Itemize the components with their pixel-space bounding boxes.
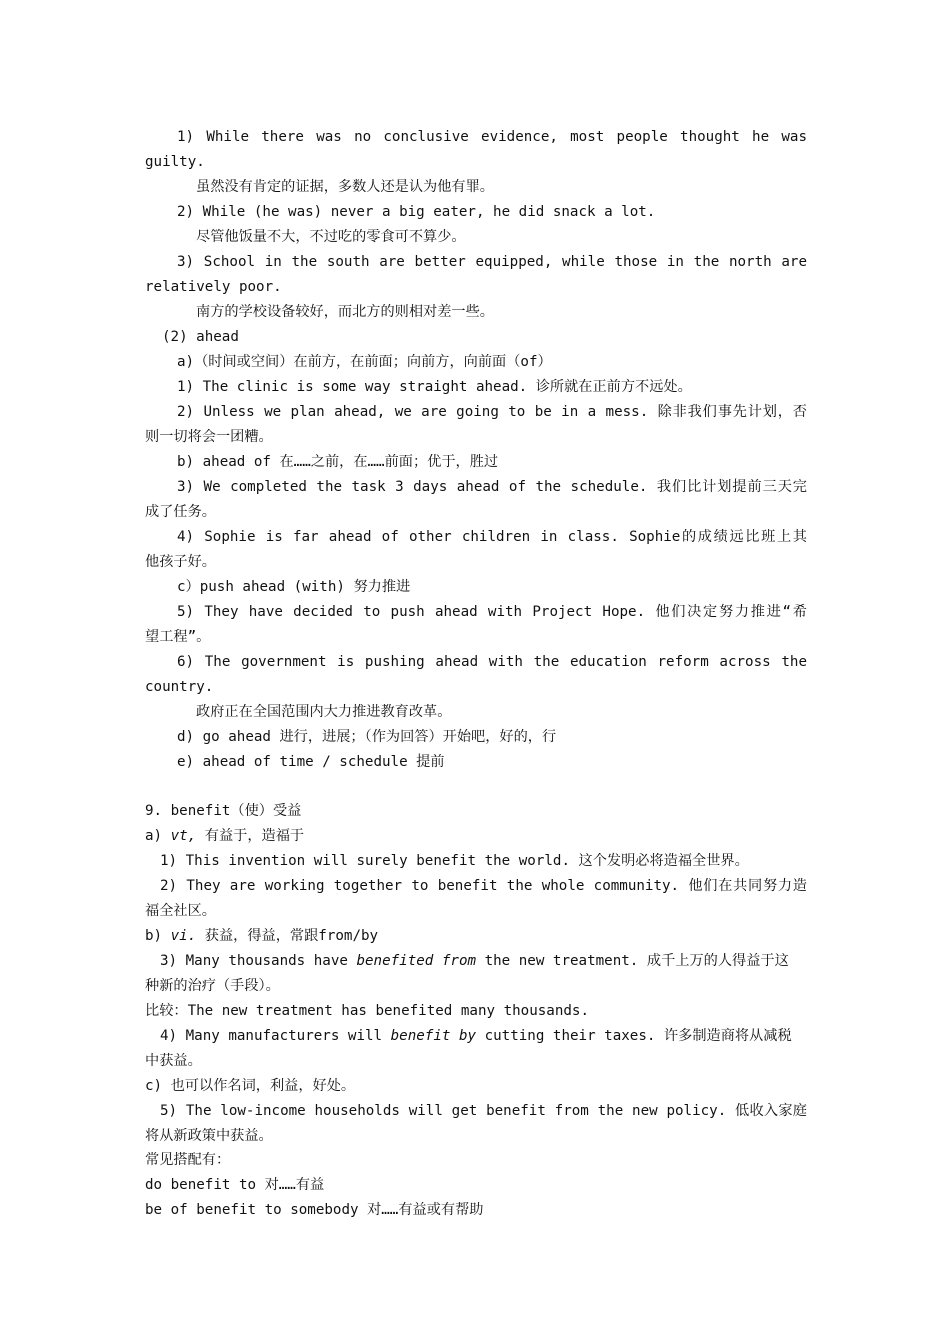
ahead-example-3-line-2: 成了任务。	[145, 504, 216, 520]
ahead-example-6-line-2: country.	[145, 679, 214, 695]
benefit-comparison: 比较：The new treatment has benefited many thousands.	[145, 1003, 590, 1019]
collocations-heading: 常见搭配有：	[145, 1152, 231, 1168]
highlight-benefited-from: benefited from	[356, 953, 477, 969]
example-2: 2) While (he was) never a big eater, he did snack a lot.	[177, 204, 656, 220]
highlight-benefit-by: benefit by	[390, 1028, 477, 1044]
benefit-definition-c: c) 也可以作名词，利益，好处。	[145, 1078, 356, 1094]
example-3-line-1: 3) School in the south are better equipped, while those in the north are	[177, 254, 807, 270]
ahead-example-3-line-1: 3) We completed the task 3 days ahead of the schedule. 我们比计划提前三天完	[177, 479, 807, 495]
ahead-definition-e: e) ahead of time / schedule 提前	[177, 754, 445, 770]
ahead-example-2-line-1: 2) Unless we plan ahead, we are going to be in a mess. 除非我们事先计划，否	[177, 404, 807, 420]
benefit-example-2-line-2: 福全社区。	[145, 903, 216, 919]
example-1-line-2: guilty.	[145, 154, 205, 170]
ahead-example-6-line-1: 6) The government is pushing ahead with the education reform across the	[177, 654, 807, 670]
ahead-example-1: 1) The clinic is some way straight ahead. 诊所就在正前方不远处。	[177, 379, 692, 395]
benefit-example-4-line-2: 中获益。	[145, 1053, 202, 1069]
ahead-example-4-line-2: 他孩子好。	[145, 554, 216, 570]
ahead-heading: (2) ahead	[162, 329, 239, 345]
ahead-example-2-line-2: 则一切将会一团糟。	[145, 429, 273, 445]
benefit-definition-b: b) vi. 获益，得益，常跟from/by	[145, 928, 379, 944]
benefit-example-3-line-2: 种新的治疗（手段）。	[145, 978, 280, 994]
benefit-example-1: 1) This invention will surely benefit the world. 这个发明必将造福全世界。	[160, 853, 749, 869]
benefit-example-5-line-2: 将从新政策中获益。	[145, 1128, 273, 1144]
part-of-speech-vt: vt,	[170, 828, 197, 844]
benefit-heading: 9. benefit（使）受益	[145, 803, 302, 819]
example-1-translation: 虽然没有肯定的证据，多数人还是认为他有罪。	[196, 179, 494, 195]
ahead-example-5-line-2: 望工程”。	[145, 629, 211, 645]
example-1-line-1: 1) While there was no conclusive evidence, most people thought he was	[177, 129, 807, 145]
benefit-example-5-line-1: 5) The low-income households will get benefit from the new policy. 低收入家庭	[160, 1103, 807, 1119]
example-2-translation: 尽管他饭量不大，不过吃的零食可不算少。	[196, 229, 466, 245]
ahead-definition-b: b) ahead of 在……之前，在……前面；优于，胜过	[177, 454, 499, 470]
collocation-2: be of benefit to somebody 对……有益或有帮助	[145, 1202, 484, 1218]
benefit-definition-a: a) vt, 有益于，造福于	[145, 828, 305, 844]
ahead-definition-c: c）push ahead (with) 努力推进	[177, 579, 411, 595]
ahead-example-4-line-1: 4) Sophie is far ahead of other children in class. Sophie的成绩远比班上其	[177, 529, 807, 545]
ahead-example-5-line-1: 5) They have decided to push ahead with Project Hope. 他们决定努力推进“希	[177, 604, 807, 620]
example-3-line-2: relatively poor.	[145, 279, 282, 295]
ahead-definition-d: d) go ahead 进行，进展；（作为回答）开始吧，好的，行	[177, 729, 557, 745]
example-3-translation: 南方的学校设备较好，而北方的则相对差一些。	[196, 304, 494, 320]
ahead-example-6-translation: 政府正在全国范围内大力推进教育改革。	[196, 704, 452, 720]
benefit-example-4-line-1: 4) Many manufacturers will benefit by cutting their taxes. 许多制造商将从减税	[160, 1028, 792, 1044]
part-of-speech-vi: vi.	[170, 928, 197, 944]
benefit-example-3-line-1: 3) Many thousands have benefited from the new treatment. 成千上万的人得益于这	[160, 953, 789, 969]
benefit-example-2-line-1: 2) They are working together to benefit the whole community. 他们在共同努力造	[160, 878, 807, 894]
ahead-definition-a: a)（时间或空间）在前方，在前面；向前方，向前面（of）	[177, 354, 552, 370]
collocation-1: do benefit to 对……有益	[145, 1177, 325, 1193]
